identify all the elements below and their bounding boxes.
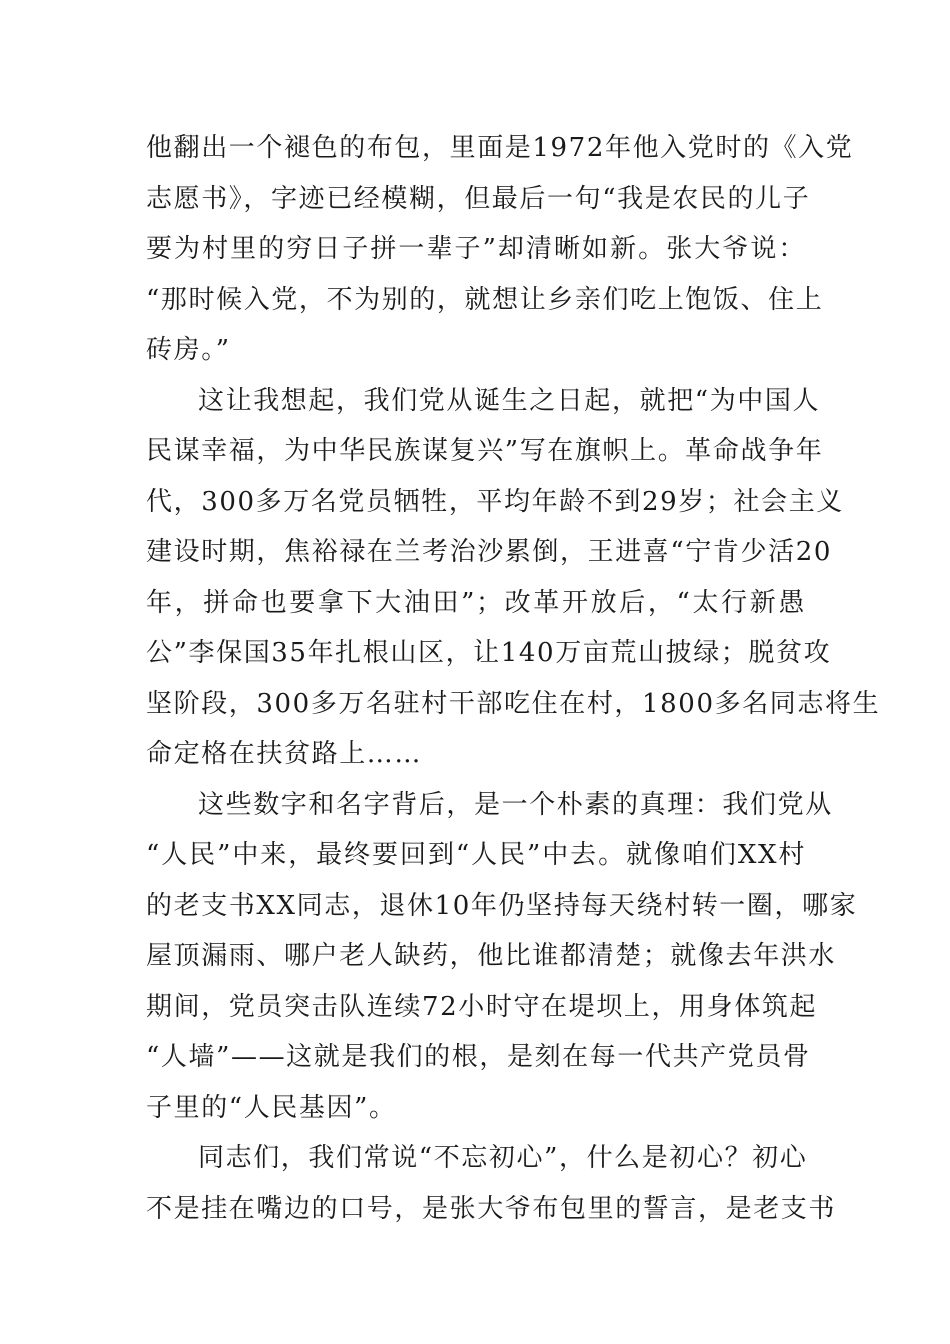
paragraph-line: 同志们，我们常说“不忘初心”，什么是初心？初心 (198, 1143, 808, 1173)
paragraph-line: 民谋幸福，为中华民族谋复兴”写在旗帜上。革命战争年 (146, 436, 824, 466)
paragraph-line: 子里的“人民基因”。 (146, 1092, 397, 1123)
document-body (146, 123, 881, 1234)
paragraph-line: 志愿书》，字迹已经模糊，但最后一句“我是农民的儿子 (146, 183, 811, 214)
paragraph-line: 这些数字和名字背后，是一个朴素的真理：我们党从 (198, 789, 833, 820)
paragraph-2 (146, 376, 881, 780)
paragraph-line: “那时候入党，不为别的，就想让乡亲们吃上饱饭、住上 (146, 284, 824, 315)
paragraph-line: 的老支书XX同志，退休10年仍坚持每天绕村转一圈，哪家 (146, 890, 858, 921)
paragraph-line: 不是挂在嘴边的口号，是张大爷布包里的誓言，是老支书 (146, 1193, 837, 1224)
paragraph-line: 年，拼命也要拿下大油田”；改革开放后，“太行新愚 (146, 587, 806, 618)
paragraph-line: 期间，党员突击队连续72小时守在堤坝上，用身体筑起 (146, 991, 818, 1022)
paragraph-line: 公”李保国35年扎根山区，让140万亩荒山披绿；脱贫攻 (146, 638, 832, 668)
paragraph-line: 他翻出一个褪色的布包，里面是1972年他入党时的《入党 (146, 133, 854, 163)
paragraph-line: 命定格在扶贫路上…… (146, 739, 423, 769)
paragraph-line: 坚阶段，300多万名驻村干部吃住在村，1800多名同志将生 (146, 688, 881, 719)
paragraph-line: 代，300多万名党员牺牲，平均年龄不到29岁；社会主义 (146, 486, 844, 517)
paragraph-line: 要为村里的穷日子拼一辈子”却清晰如新。张大爷说： (146, 234, 806, 264)
paragraph-line: “人民”中来，最终要回到“人民”中去。就像咱们XX村 (146, 840, 806, 870)
paragraph-1 (146, 123, 854, 376)
paragraph-line: 建设时期，焦裕禄在兰考治沙累倒，王进喜“宁肯少活20 (146, 537, 832, 567)
paragraph-line: 砖房。” (146, 335, 231, 365)
paragraph-line: 这让我想起，我们党从诞生之日起，就把“为中国人 (198, 385, 821, 416)
paragraph-3 (146, 780, 858, 1134)
paragraph-line: 屋顶漏雨、哪户老人缺药，他比谁都清楚；就像去年洪水 (146, 941, 837, 971)
paragraph-line: “人墙”——这就是我们的根，是刻在每一代共产党员骨 (146, 1042, 811, 1072)
paragraph-4 (146, 1133, 837, 1234)
